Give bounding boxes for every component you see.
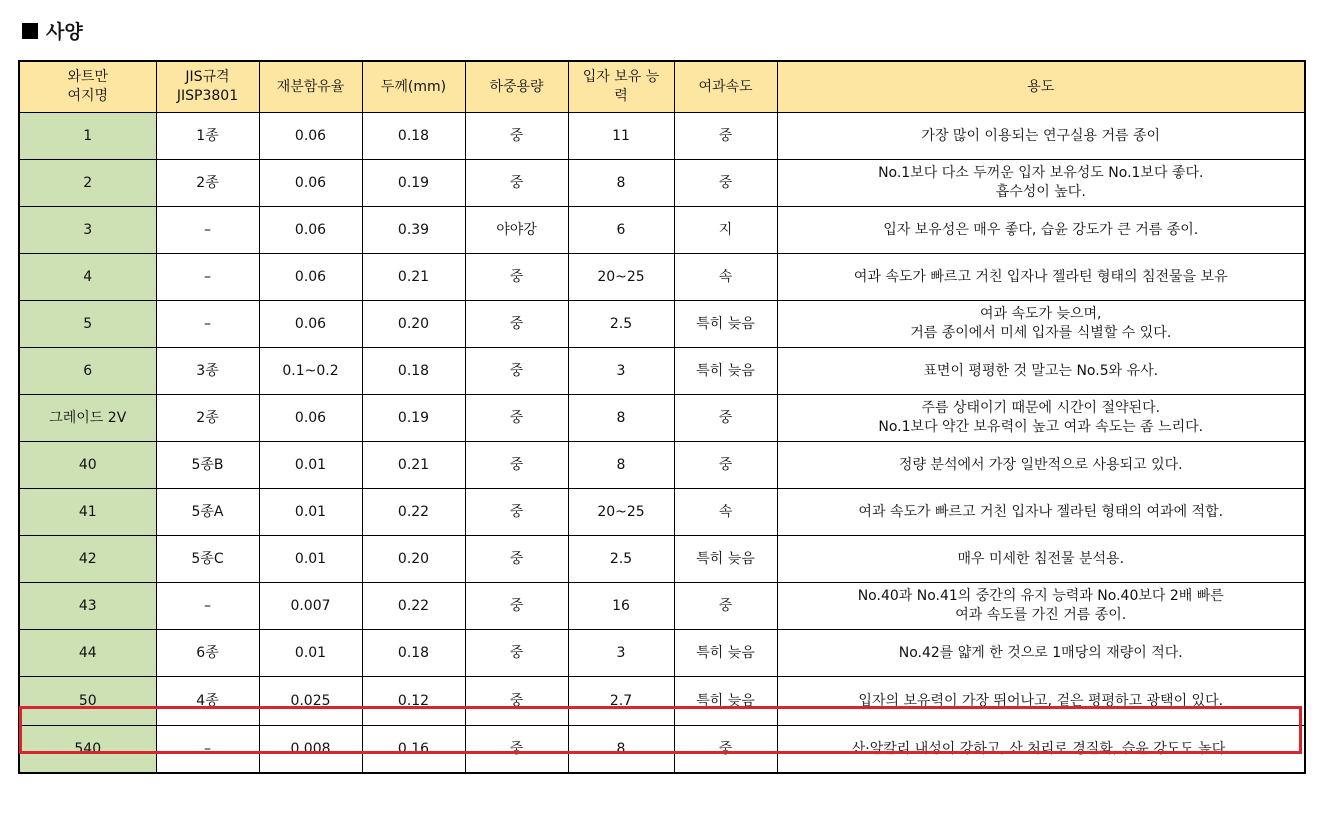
table-cell: 20~25 (568, 489, 674, 536)
table-cell: 속 (674, 254, 777, 301)
table-cell: 0.12 (362, 677, 465, 726)
table-row (19, 113, 1305, 160)
table-cell: 중 (674, 160, 777, 207)
table-cell: 16 (568, 583, 674, 630)
table-row (19, 348, 1305, 395)
grade-name-cell: 그레이드 2V (19, 395, 156, 442)
table-cell: – (156, 207, 259, 254)
usage-cell: 입자 보유성은 매우 좋다, 습윤 강도가 큰 거름 종이. (777, 207, 1305, 254)
table-cell: 0.008 (259, 726, 362, 774)
table-cell: 특히 늦음 (674, 348, 777, 395)
table-row (19, 442, 1305, 489)
table-cell: 중 (674, 726, 777, 774)
table-cell: 중 (465, 442, 568, 489)
table-cell: 중 (465, 254, 568, 301)
table-cell: 특히 늦음 (674, 536, 777, 583)
page-title (22, 18, 83, 46)
table-cell: 중 (674, 442, 777, 489)
table-row (19, 207, 1305, 254)
grade-name-cell: 44 (19, 630, 156, 677)
table-cell: – (156, 726, 259, 774)
table-row (19, 630, 1305, 677)
header-cell: 두께(mm) (362, 61, 465, 113)
table-cell: 3 (568, 630, 674, 677)
table-cell: 야야강 (465, 207, 568, 254)
table-cell: 6 (568, 207, 674, 254)
table-cell: 0.19 (362, 395, 465, 442)
table-row (19, 254, 1305, 301)
table-row (19, 536, 1305, 583)
header-cell: 하중용량 (465, 61, 568, 113)
header-cell: 입자 보유 능 력 (568, 61, 674, 113)
table-cell: 3 (568, 348, 674, 395)
grade-name-cell: 50 (19, 677, 156, 726)
table-cell: – (156, 254, 259, 301)
table-row (19, 677, 1305, 726)
table-cell: 8 (568, 160, 674, 207)
grade-name-cell: 43 (19, 583, 156, 630)
table-cell: 0.01 (259, 536, 362, 583)
table-cell: 2종 (156, 160, 259, 207)
table-cell: 0.20 (362, 301, 465, 348)
grade-name-cell: 540 (19, 726, 156, 774)
table-cell: – (156, 301, 259, 348)
table-cell: 4종 (156, 677, 259, 726)
table-cell: 5종C (156, 536, 259, 583)
header-cell: 용도 (777, 61, 1305, 113)
usage-cell: No.42를 얇게 한 것으로 1매당의 재량이 적다. (777, 630, 1305, 677)
table-cell: 중 (465, 395, 568, 442)
grade-name-cell: 40 (19, 442, 156, 489)
header-cell: 여과속도 (674, 61, 777, 113)
table-cell: 8 (568, 442, 674, 489)
grade-name-cell: 2 (19, 160, 156, 207)
table-cell: 0.18 (362, 113, 465, 160)
header-cell: 재분함유율 (259, 61, 362, 113)
usage-cell: 표면이 평평한 것 말고는 No.5와 유사. (777, 348, 1305, 395)
usage-cell: 산·알칼리 내성이 강하고, 산 처리로 경질화, 습윤 강도도 높다. (777, 726, 1305, 774)
square-bullet-icon (22, 23, 38, 39)
header-cell: JIS규격 JISP3801 (156, 61, 259, 113)
table-cell: 2.5 (568, 301, 674, 348)
table-cell: 2종 (156, 395, 259, 442)
grade-name-cell: 42 (19, 536, 156, 583)
table-cell: 0.22 (362, 489, 465, 536)
table-cell: 6종 (156, 630, 259, 677)
table-row (19, 726, 1305, 774)
grade-name-cell: 3 (19, 207, 156, 254)
table-cell: 0.06 (259, 207, 362, 254)
grade-name-cell: 1 (19, 113, 156, 160)
table-cell: 중 (674, 113, 777, 160)
table-cell: 중 (465, 113, 568, 160)
table-cell: 0.007 (259, 583, 362, 630)
table-cell: 3종 (156, 348, 259, 395)
table-cell: 속 (674, 489, 777, 536)
table-cell: 1종 (156, 113, 259, 160)
table-cell: 중 (465, 677, 568, 726)
table-row (19, 301, 1305, 348)
table-cell: 2.7 (568, 677, 674, 726)
table-cell: 0.01 (259, 489, 362, 536)
grade-name-cell: 6 (19, 348, 156, 395)
table-cell: 0.21 (362, 442, 465, 489)
usage-cell: 입자의 보유력이 가장 뛰어나고, 겉은 평평하고 광택이 있다. (777, 677, 1305, 726)
table-cell: 0.01 (259, 630, 362, 677)
table-cell: 0.22 (362, 583, 465, 630)
table-cell: 0.18 (362, 348, 465, 395)
table-cell: 0.21 (362, 254, 465, 301)
table-cell: 0.01 (259, 442, 362, 489)
table-cell: 지 (674, 207, 777, 254)
table-cell: 특히 늦음 (674, 677, 777, 726)
table-cell: 중 (465, 583, 568, 630)
usage-cell: 여과 속도가 늦으며, 거름 종이에서 미세 입자를 식별할 수 있다. (777, 301, 1305, 348)
table-cell: – (156, 583, 259, 630)
table-cell: 특히 늦음 (674, 630, 777, 677)
header-cell: 와트만 여지명 (19, 61, 156, 113)
table-cell: 0.06 (259, 395, 362, 442)
table-row (19, 583, 1305, 630)
table-cell: 8 (568, 395, 674, 442)
grade-name-cell: 4 (19, 254, 156, 301)
usage-cell: No.40과 No.41의 중간의 유지 능력과 No.40보다 2배 빠른 여과 속도를 가진 거름 종이. (777, 583, 1305, 630)
usage-cell: 정량 분석에서 가장 일반적으로 사용되고 있다. (777, 442, 1305, 489)
table-cell: 0.06 (259, 113, 362, 160)
table-cell: 중 (674, 395, 777, 442)
usage-cell: 매우 미세한 침전물 분석용. (777, 536, 1305, 583)
table-row (19, 160, 1305, 207)
table-cell: 중 (465, 630, 568, 677)
table-cell: 2.5 (568, 536, 674, 583)
usage-cell: 가장 많이 이용되는 연구실용 거름 종이 (777, 113, 1305, 160)
page-title-text: 사양 (46, 21, 83, 43)
spec-table (18, 60, 1306, 774)
table-row (19, 489, 1305, 536)
table-cell: 중 (465, 301, 568, 348)
table-cell: 0.06 (259, 160, 362, 207)
grade-name-cell: 5 (19, 301, 156, 348)
table-row (19, 395, 1305, 442)
table-cell: 중 (465, 536, 568, 583)
table-cell: 중 (465, 348, 568, 395)
table-cell: 0.16 (362, 726, 465, 774)
table-cell: 특히 늦음 (674, 301, 777, 348)
table-cell: 중 (674, 583, 777, 630)
usage-cell: 여과 속도가 빠르고 거친 입자나 젤라틴 형태의 여과에 적합. (777, 489, 1305, 536)
table-cell: 20~25 (568, 254, 674, 301)
table-cell: 5종B (156, 442, 259, 489)
table-cell: 0.20 (362, 536, 465, 583)
table-cell: 5종A (156, 489, 259, 536)
table-cell: 0.025 (259, 677, 362, 726)
table-cell: 0.18 (362, 630, 465, 677)
table-cell: 11 (568, 113, 674, 160)
table-cell: 중 (465, 160, 568, 207)
table-cell: 0.19 (362, 160, 465, 207)
table-cell: 8 (568, 726, 674, 774)
table-cell: 0.1~0.2 (259, 348, 362, 395)
usage-cell: 주름 상태이기 때문에 시간이 절약된다. No.1보다 약간 보유력이 높고 여과 속도는 좀 느리다. (777, 395, 1305, 442)
table-cell: 0.06 (259, 301, 362, 348)
header-row (19, 61, 1305, 113)
table-cell: 0.39 (362, 207, 465, 254)
grade-name-cell: 41 (19, 489, 156, 536)
table-cell: 중 (465, 726, 568, 774)
table-cell: 0.06 (259, 254, 362, 301)
usage-cell: 여과 속도가 빠르고 거친 입자나 젤라틴 형태의 침전물을 보유 (777, 254, 1305, 301)
table-cell: 중 (465, 489, 568, 536)
usage-cell: No.1보다 다소 두꺼운 입자 보유성도 No.1보다 좋다. 흡수성이 높다. (777, 160, 1305, 207)
